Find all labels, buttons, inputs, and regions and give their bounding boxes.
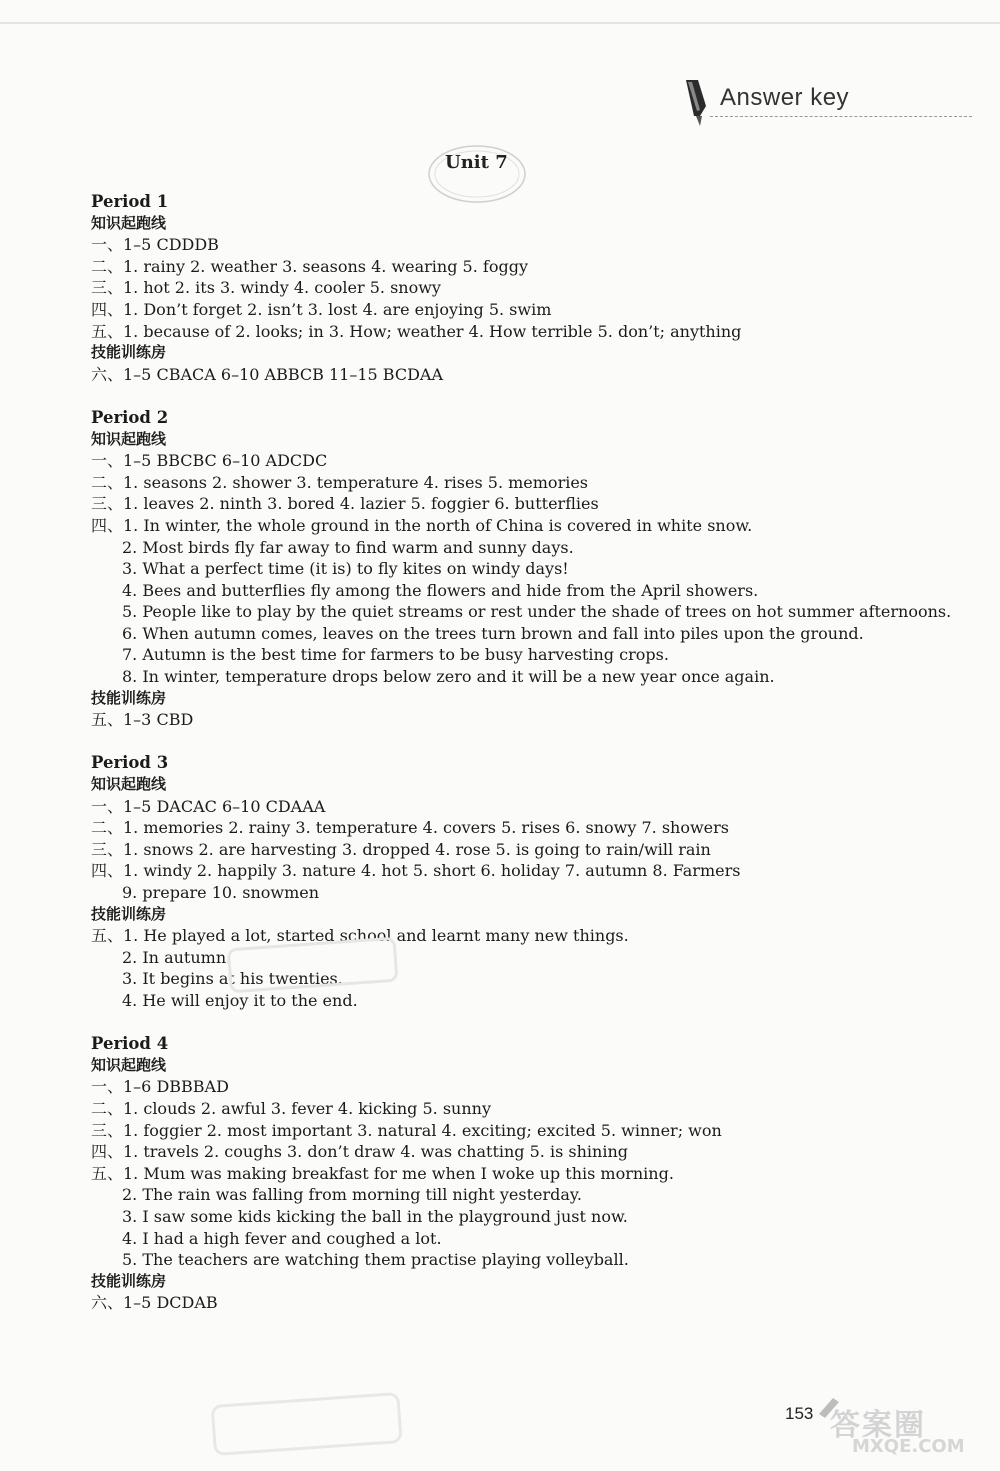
answer-line: 三、1. leaves 2. ninth 3. bored 4. lazier 5. foggier 6. butterflies (91, 494, 599, 514)
top-rule (0, 22, 1000, 24)
answer-line: 二、1. clouds 2. awful 3. fever 4. kicking 5. sunny (91, 1098, 491, 1118)
section-heading: 知识起跑线 (91, 1055, 167, 1074)
section-heading: 技能训练房 (91, 343, 167, 362)
section-heading: 知识起跑线 (91, 213, 167, 232)
answer-line: 3. It begins at his twenties. (122, 969, 343, 989)
answer-line: 五、1. Mum was making breakfast for me when I woke up this morning. (91, 1163, 674, 1183)
answer-line: 五、1. because of 2. looks; in 3. How; weather 4. How terrible 5. don’t; anything (91, 321, 742, 341)
spacer (91, 385, 971, 407)
answer-line: 五、1–3 CBD (91, 710, 194, 730)
answer-line: 3. What a perfect time (it is) to fly kites on windy days! (122, 559, 569, 579)
answer-line: 9. prepare 10. snowmen (122, 883, 320, 902)
answer-line: 四、1. In winter, the whole ground in the north of China is covered in white snow. (91, 515, 753, 535)
answer-line: 4. Bees and butterflies fly among the flowers and hide from the April showers. (122, 580, 759, 600)
answer-line: 2. Most birds fly far away to find warm and sunny days. (122, 537, 574, 557)
period-heading: Period 2 (91, 407, 169, 427)
period-heading: Period 3 (91, 753, 169, 773)
section-heading: 知识起跑线 (91, 429, 167, 448)
answer-line: 一、1–5 DACAC 6–10 CDAAA (91, 796, 326, 816)
answer-line: 三、1. hot 2. its 3. windy 4. cooler 5. snowy (91, 278, 441, 298)
watermark-url: MXQE.COM (852, 1436, 965, 1457)
spacer (91, 1012, 971, 1034)
answer-line: 2. The rain was falling from morning till night yesterday. (122, 1185, 582, 1205)
pen-icon (678, 76, 714, 132)
answer-line: 三、1. foggier 2. most important 3. natural 4. exciting; excited 5. winner; won (91, 1120, 722, 1140)
answer-line: 二、1. memories 2. rainy 3. temperature 4. covers 5. rises 6. snowy 7. showers (91, 818, 730, 838)
answer-line: 二、1. rainy 2. weather 3. seasons 4. wearing 5. foggy (91, 256, 528, 276)
answer-line: 一、1–6 DBBBAD (91, 1077, 229, 1097)
answer-line: 四、1. Don’t forget 2. isn’t 3. lost 4. are enjoying 5. swim (91, 299, 552, 319)
answer-line: 四、1. windy 2. happily 3. nature 4. hot 5. short 6. holiday 7. autumn 8. Farmers (91, 861, 741, 881)
answer-key-header (672, 72, 972, 132)
answer-content (91, 191, 971, 1314)
answer-line: 六、1–5 CBACA 6–10 ABBCB 11–15 BCDAA (91, 364, 444, 384)
answer-line: 2. In autumn. (122, 947, 232, 967)
answer-line: 一、1–5 CDDDB (91, 235, 219, 255)
unit-title: Unit 7 (445, 152, 508, 173)
section-heading: 技能训练房 (91, 1271, 167, 1290)
answer-line: 4. He will enjoy it to the end. (122, 990, 358, 1010)
answer-line: 六、1–5 DCDAB (91, 1293, 218, 1313)
section-heading: 技能训练房 (91, 904, 167, 923)
answer-line: 四、1. travels 2. coughs 3. don’t draw 4. was chatting 5. is shining (91, 1142, 628, 1162)
watermark-stamp (226, 936, 399, 1004)
answer-line: 8. In winter, temperature drops below zero and it will be a new year once again. (122, 667, 775, 687)
watermark-stamp (210, 1391, 404, 1466)
watermark-logo: 答案圈 (830, 1408, 926, 1443)
answer-line: 五、1. He played a lot, started school and learnt many new things. (91, 926, 629, 946)
period-heading: Period 4 (91, 1034, 169, 1054)
answer-line: 二、1. seasons 2. shower 3. temperature 4. rises 5. memories (91, 472, 589, 492)
answer-line: 3. I saw some kids kicking the ball in the playground just now. (122, 1206, 628, 1226)
answer-key-title: Answer key (720, 84, 850, 111)
page-number: 153 (785, 1404, 814, 1423)
spacer (91, 731, 971, 753)
answer-line: 三、1. snows 2. are harvesting 3. dropped 4. rose 5. is going to rain/will rain (91, 839, 711, 859)
answer-line: 一、1–5 BBCBC 6–10 ADCDC (91, 451, 328, 471)
answer-line: 7. Autumn is the best time for farmers to be busy harvesting crops. (122, 645, 669, 665)
answer-line: 5. The teachers are watching them practise playing volleyball. (122, 1250, 629, 1270)
answer-line: 4. I had a high fever and coughed a lot. (122, 1228, 442, 1248)
answer-line: 5. People like to play by the quiet streams or rest under the shade of trees on hot summer afternoons. (122, 602, 952, 622)
section-heading: 技能训练房 (91, 688, 167, 707)
section-heading: 知识起跑线 (91, 775, 167, 794)
period-heading: Period 1 (91, 192, 169, 211)
answer-line: 6. When autumn comes, leaves on the trees turn brown and fall into piles upon the ground. (122, 623, 864, 643)
header-rule (710, 116, 972, 117)
